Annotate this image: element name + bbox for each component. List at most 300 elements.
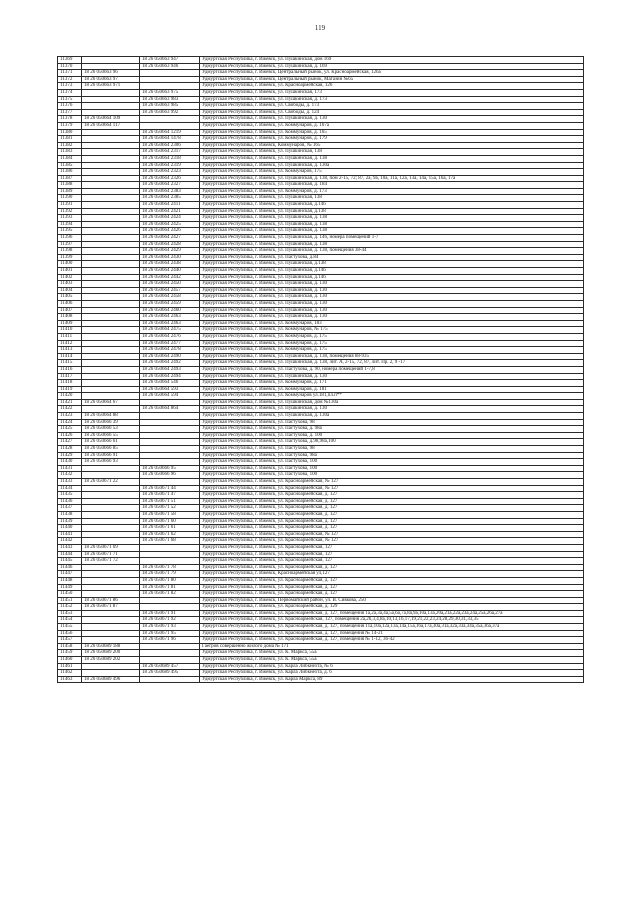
table-row (58, 551, 584, 558)
parcel-number-cell (82, 109, 140, 116)
address-cell: Удмуртская Республика, г. Ижевск, ул. Красноармейская, д. 127, помещения № 1-12, 36-42 (200, 637, 584, 644)
page-number: 119 (314, 24, 326, 32)
row-number-cell: 11442 (58, 538, 82, 545)
object-number-cell (140, 116, 200, 123)
row-number-cell: 11438 (58, 511, 82, 518)
table-row (58, 149, 584, 156)
address-cell: Удмуртская Республика, г. Ижевск, ул. Пушкинская, д. 130 (200, 314, 584, 321)
object-number-cell: 18 26 050664 2476 (140, 333, 200, 340)
table-row (58, 76, 584, 83)
row-number-cell: 11423 (58, 413, 82, 420)
object-number-cell: 18 26 050664 593 (140, 386, 200, 393)
address-cell: Удмуртская Республика, г. Ижевск, ул. Красноармейская, 127 (200, 558, 584, 565)
table-row (58, 426, 584, 433)
object-number-cell (140, 76, 200, 83)
row-number-cell: 11411 (58, 333, 82, 340)
parcel-number-cell (82, 89, 140, 96)
table-row (58, 413, 584, 420)
parcel-number-cell: 18 26 050689 200 (82, 650, 140, 657)
table-row (58, 479, 584, 486)
object-number-cell: 18 26 050663 985 (140, 103, 200, 110)
table-row (58, 333, 584, 340)
object-number-cell: 18 26 050671 92 (140, 617, 200, 624)
object-number-cell: 18 26 050664 864 (140, 406, 200, 413)
table-row (58, 459, 584, 466)
object-number-cell: 18 26 050671 82 (140, 591, 200, 598)
address-cell: Удмуртская Республика, г. Ижевск, ул. Пушкинская, д. 130а (200, 162, 584, 169)
table-row (58, 617, 584, 624)
address-cell: Удмуртская Республика, г. Ижевск, ул. Красноармейская, № 127 (200, 485, 584, 492)
table-row (58, 624, 584, 631)
row-number-cell: 11416 (58, 366, 82, 373)
object-number-cell (140, 459, 200, 466)
object-number-cell: 18 26 050664 2463 (140, 320, 200, 327)
row-number-cell: 11449 (58, 584, 82, 591)
table-row (58, 432, 584, 439)
address-cell: Удмуртская Республика, г. Ижевск, ул. Коммунаров, д. 181 (200, 386, 584, 393)
row-number-cell: 11399 (58, 254, 82, 261)
parcel-number-cell (82, 360, 140, 367)
object-number-cell: 18 26 050663 992 (140, 109, 200, 116)
table-row (58, 274, 584, 281)
table-row (58, 637, 584, 644)
parcel-number-cell (82, 149, 140, 156)
object-number-cell: 18 26 050664 2430 (140, 254, 200, 261)
address-cell: Удмуртская Республика, г. Ижевск, ул. Пушкинская, д. 138, пом 2-15, 72; 87, 2а, 9а, 10а, 11а, 12а, 13а, 14а, 15а, 16а, 17а (200, 175, 584, 182)
address-cell: Удмуртская Республика, г. Ижевск, ул. Пушкинская, д. 146, номера помещений 1-7 (200, 235, 584, 242)
parcel-number-cell: 18 26 050671 72 (82, 558, 140, 565)
row-number-cell: 11388 (58, 182, 82, 189)
address-cell: Удмуртская Республика, г. Ижевск, ул. Пушкинская, дом 169 (200, 57, 584, 64)
table-row (58, 327, 584, 334)
table-row (58, 544, 584, 551)
row-number-cell: 11378 (58, 116, 82, 123)
address-cell: Удмуртская Республика, г. Ижевск, ул. Коммунаров, № 175 (200, 327, 584, 334)
row-number-cell: 11397 (58, 241, 82, 248)
object-number-cell: 18 26 050664 2385 (140, 195, 200, 202)
address-cell: Удмуртская Республика, г. Ижевск, ул. Пушкинская, д. 130а (200, 413, 584, 420)
address-cell: Удмуртская Республика, г. Ижевск, ул. Коммунаров, 183 (200, 320, 584, 327)
row-number-cell: 11391 (58, 202, 82, 209)
parcel-number-cell: 18 26 050666 53 (82, 426, 140, 433)
address-cell: Удмуртская Республика, г. Ижевск, ул. Пастухова, 100 (200, 472, 584, 479)
table-row (58, 228, 584, 235)
parcel-number-cell (82, 182, 140, 189)
parcel-number-cell: 18 26 050689 202 (82, 657, 140, 664)
address-cell: Удмуртская Республика, г. Ижевск, ул. Красноармейская, д. 127 (200, 498, 584, 505)
table-row (58, 83, 584, 90)
address-cell: Удмуртская Республика, г. Ижевск, ул. Пушкинская, д. 138, лит. А, 2-15, 72, 87, лит. Пр. 2, 9 -17 (200, 360, 584, 367)
object-number-cell: 18 26 050664 2440 (140, 268, 200, 275)
address-cell: Удмуртская Республика, г. Ижевск, ул. Красноармейская, д. 127 (200, 584, 584, 591)
parcel-number-cell (82, 518, 140, 525)
table-row (58, 241, 584, 248)
object-number-cell: 18 26 050671 47 (140, 492, 200, 499)
table-row (58, 294, 584, 301)
object-number-cell (140, 399, 200, 406)
table-row (58, 558, 584, 565)
object-number-cell: 18 26 050671 93 (140, 624, 200, 631)
table-row (58, 96, 584, 103)
row-number-cell: 11455 (58, 624, 82, 631)
object-number-cell (140, 558, 200, 565)
table-row (58, 63, 584, 70)
table-row (58, 498, 584, 505)
table-row (58, 531, 584, 538)
object-number-cell: 18 26 050671 68 (140, 538, 200, 545)
object-number-cell (140, 657, 200, 664)
parcel-number-cell (82, 215, 140, 222)
address-cell: Удмуртская Республика, г. Ижевск, ул. Красноармейская, д. 127 (200, 492, 584, 499)
table-row (58, 287, 584, 294)
object-number-cell: 18 26 050663 946 (140, 63, 200, 70)
row-number-cell: 11382 (58, 142, 82, 149)
parcel-number-cell (82, 208, 140, 215)
row-number-cell: 11456 (58, 630, 82, 637)
address-cell: Удмуртская Республика, г. Ижевск, ул. Пушкинская, д. 130 (200, 300, 584, 307)
parcel-number-cell: 18 26 050664 88 (82, 413, 140, 420)
address-cell: Удмуртская Республика, г. Ижевск, ул. Красноармейская, д. 127 (200, 511, 584, 518)
table-row (58, 439, 584, 446)
table-row (58, 261, 584, 268)
address-cell: Удмуртская Республика, г. Ижевск, ул. Пушкинская, 138 (200, 195, 584, 202)
row-number-cell: 11420 (58, 393, 82, 400)
object-number-cell: 18 26 050664 2490 (140, 353, 200, 360)
object-number-cell: 18 26 050664 2460 (140, 307, 200, 314)
address-cell: Удмуртская Республика, г. Ижевск, ул. Красноармейская, д. 127 (200, 591, 584, 598)
address-cell: Удмуртская Республика, г. Ижевск, ул. Карла Либкнехта, № 6 (200, 663, 584, 670)
row-number-cell: 11431 (58, 465, 82, 472)
object-number-cell: 18 26 050671 51 (140, 498, 200, 505)
address-cell: Удмуртская Республика, г. Ижевск, Коммунаров, № 165 (200, 142, 584, 149)
row-number-cell: 11415 (58, 360, 82, 367)
row-number-cell: 11410 (58, 327, 82, 334)
parcel-number-cell: 18 26 050671 71 (82, 551, 140, 558)
parcel-number-cell (82, 538, 140, 545)
address-cell: Удмуртская Республика, г. Ижевск, ул. Пастухова, 100 (200, 465, 584, 472)
address-cell: Удмуртская Республика, г. Ижевск, ул. Коммунаров, д. 179 (200, 136, 584, 143)
object-number-cell: 18 26 050671 61 (140, 525, 200, 532)
table-row (58, 281, 584, 288)
row-number-cell: 11369 (58, 57, 82, 64)
table-row (58, 202, 584, 209)
row-number-cell: 11377 (58, 109, 82, 116)
table-row (58, 452, 584, 459)
object-number-cell: 18 26 050664 1478 (140, 136, 200, 143)
object-number-cell: 18 26 050671 81 (140, 584, 200, 591)
parcel-number-cell: 18 26 050666 85 (82, 446, 140, 453)
table-row (58, 175, 584, 182)
row-number-cell: 11446 (58, 564, 82, 571)
parcel-number-cell (82, 571, 140, 578)
object-number-cell: 18 26 050671 91 (140, 610, 200, 617)
address-cell: Удмуртская Республика, г. Ижевск, ул. Пастухова, д. 90, номера помещений 1-7,8 (200, 366, 584, 373)
table-row (58, 300, 584, 307)
row-number-cell: 11461 (58, 663, 82, 670)
address-cell: Удмуртская Республика, г. Ижевск, ул. К. Маркса, 55а (200, 650, 584, 657)
row-number-cell: 11424 (58, 419, 82, 426)
address-cell: Удмуртская Республика, г. Ижевск, ул. Красноармейская, д. 127, помещения 11а,10а,12а,13а,14а,15а,16а,17а,30а,31а,32а,33а,34а,35а,36а,37а (200, 624, 584, 631)
object-number-cell (140, 597, 200, 604)
parcel-number-cell (82, 96, 140, 103)
parcel-number-cell: 18 26 050664 67 (82, 399, 140, 406)
parcel-number-cell (82, 465, 140, 472)
row-number-cell: 11418 (58, 380, 82, 387)
parcel-number-cell (82, 630, 140, 637)
object-number-cell: 18 26 050663 975 (140, 89, 200, 96)
row-number-cell: 11407 (58, 307, 82, 314)
row-number-cell: 11387 (58, 175, 82, 182)
table-row (58, 57, 584, 64)
object-number-cell (140, 426, 200, 433)
parcel-number-cell (82, 340, 140, 347)
object-number-cell: 18 26 050664 2429 (140, 248, 200, 255)
object-number-cell: 18 26 050663 947 (140, 57, 200, 64)
object-number-cell (140, 604, 200, 611)
parcel-number-cell (82, 380, 140, 387)
parcel-number-cell (82, 202, 140, 209)
address-cell: Удмуртская Республика, г. Ижевск, ул. Коммунаров, д. 175 (200, 347, 584, 354)
table-row (58, 208, 584, 215)
object-number-cell: 18 26 050664 2383 (140, 188, 200, 195)
row-number-cell: 11401 (58, 268, 82, 275)
row-number-cell: 11425 (58, 426, 82, 433)
table-row (58, 235, 584, 242)
parcel-number-cell (82, 525, 140, 532)
parcel-number-cell (82, 254, 140, 261)
address-cell: Удмуртская Республика, г. Ижевск, ул. Свободы, д. 124 (200, 109, 584, 116)
address-cell: Удмуртская Республика, г. Ижевск, ул. Пушкинская, д.138 (200, 208, 584, 215)
parcel-number-cell (82, 485, 140, 492)
address-cell: Удмуртская Республика, г. Ижевск, ул. Красноармейская, д. 129 (200, 604, 584, 611)
row-number-cell: 11398 (58, 248, 82, 255)
object-number-cell (140, 650, 200, 657)
address-cell: Удмуртская Республика, г. Ижевск, ул. Красноармейская, д. 127 (200, 577, 584, 584)
object-number-cell: 18 26 050689 495 (140, 670, 200, 677)
table-row (58, 505, 584, 512)
address-cell: Удмуртская Республика, г. Ижевск, ул. Пушкинская, д.146 (200, 268, 584, 275)
parcel-number-cell (82, 307, 140, 314)
table-row (58, 169, 584, 176)
parcel-number-cell: 18 26 050671 86 (82, 597, 140, 604)
address-cell: Удмуртская Республика, г. Ижевск, Первомайский район, ул. В. Сивкова, 250 (200, 597, 584, 604)
address-cell: Удмуртская Республика, г. Ижевск, ул. Пастухова, 98 (200, 446, 584, 453)
object-number-cell: 18 26 050664 2411 (140, 202, 200, 209)
object-number-cell (140, 452, 200, 459)
address-cell: Удмуртская Республика, г. Ижевск, ул. Карла Маркса, 89 (200, 676, 584, 683)
object-number-cell: 18 26 050663 983 (140, 96, 200, 103)
address-cell: Удмуртская Республика, г. Ижевск, ул. Коммунаров ул.181,пл.п** (200, 393, 584, 400)
row-number-cell: 11427 (58, 439, 82, 446)
parcel-number-cell (82, 169, 140, 176)
address-cell: Удмуртская Республика, г. Ижевск, ул. Пушкинская, 173 (200, 89, 584, 96)
address-cell: Удмуртская Республика, г. Ижевск, ул. Карла Либкнехта, д. 6 (200, 670, 584, 677)
address-cell: Удмуртская Республика, г. Ижевск, ул. Красноармейская, № 127 (200, 531, 584, 538)
table-row (58, 366, 584, 373)
registry-table-body (58, 57, 584, 683)
address-cell: Удмуртская Республика, г. Ижевск, ул. Пушкинская, д. 184 (200, 182, 584, 189)
object-number-cell (140, 479, 200, 486)
object-number-cell: 18 26 050664 2493 (140, 366, 200, 373)
row-number-cell: 11413 (58, 347, 82, 354)
object-number-cell (140, 413, 200, 420)
table-row (58, 129, 584, 136)
address-cell: Удмуртская Республика, г. Ижевск, ул. Пушкинская, д. 138 (200, 228, 584, 235)
object-number-cell (140, 432, 200, 439)
parcel-number-cell: 18 26 050689 496 (82, 676, 140, 683)
address-cell: Удмуртская Республика, г. Ижевск, Центральный рынок, ул. Красноармейская, 126а (200, 70, 584, 77)
table-row (58, 314, 584, 321)
object-number-cell (140, 551, 200, 558)
parcel-number-cell: 18 26 050666 61 (82, 439, 140, 446)
address-cell: Удмуртская Республика, г. Ижевск, ул. Красноармейская, д. 127 (200, 564, 584, 571)
address-cell: Удмуртская Республика, г. Ижевск, ул. Пастухова, д.98,98а,100 (200, 439, 584, 446)
object-number-cell (140, 70, 200, 77)
parcel-number-cell (82, 577, 140, 584)
table-row (58, 643, 584, 650)
row-number-cell: 11426 (58, 432, 82, 439)
parcel-number-cell (82, 564, 140, 571)
row-number-cell: 11457 (58, 637, 82, 644)
parcel-number-cell: 18 26 050671 69 (82, 544, 140, 551)
parcel-number-cell (82, 373, 140, 380)
row-number-cell: 11404 (58, 287, 82, 294)
row-number-cell: 11375 (58, 96, 82, 103)
address-cell: Удмуртская Республика, г. Ижевск, ул. Красноармейская, 127 (200, 551, 584, 558)
table-row (58, 221, 584, 228)
address-cell: Гаегров совершенно жилого дома № 171 (200, 643, 584, 650)
row-number-cell: 11385 (58, 162, 82, 169)
object-number-cell (140, 643, 200, 650)
address-cell: Удмуртская Республика, г. Ижевск, ул. Пушкинская, д. 138, помещения 38-44 (200, 248, 584, 255)
object-number-cell: 18 26 050664 2425 (140, 221, 200, 228)
object-number-cell: 18 26 050664 2323 (140, 169, 200, 176)
address-cell: Удмуртская Республика, г. Ижевск, ул. Коммунаров, д. 167а (200, 122, 584, 129)
table-row (58, 676, 584, 683)
row-number-cell: 11403 (58, 281, 82, 288)
object-number-cell (140, 544, 200, 551)
table-row (58, 538, 584, 545)
parcel-number-cell (82, 300, 140, 307)
object-number-cell: 18 26 050666 95 (140, 465, 200, 472)
table-row (58, 380, 584, 387)
row-number-cell: 11381 (58, 136, 82, 143)
row-number-cell: 11412 (58, 340, 82, 347)
table-row (58, 386, 584, 393)
table-row (58, 347, 584, 354)
address-cell: Удмуртская Республика, г. Ижевск, ул. Красноармейская, д. 127 (200, 525, 584, 532)
table-row (58, 663, 584, 670)
parcel-number-cell (82, 261, 140, 268)
object-number-cell: 18 26 050664 2319 (140, 162, 200, 169)
address-cell: Удмуртская Республика, г. Ижевск, ул. Пастухова, 98а (200, 452, 584, 459)
table-row (58, 109, 584, 116)
object-number-cell: 18 26 050666 96 (140, 472, 200, 479)
object-number-cell: 18 26 050664 2494 (140, 373, 200, 380)
table-row (58, 584, 584, 591)
object-number-cell: 18 26 050671 60 (140, 518, 200, 525)
address-cell: Удмуртская Республика, г. Ижевск, ул. Пушкинская, д. 138 (200, 241, 584, 248)
parcel-number-cell: 18 26 050666 39 (82, 419, 140, 426)
table-row (58, 591, 584, 598)
address-cell: Удмуртская Республика, г. Ижевск, ул. Красноармейская, № 127 (200, 538, 584, 545)
parcel-number-cell (82, 505, 140, 512)
parcel-number-cell (82, 136, 140, 143)
table-row (58, 248, 584, 255)
object-number-cell: 18 26 050664 2428 (140, 241, 200, 248)
parcel-number-cell: 18 26 050666 91 (82, 452, 140, 459)
object-number-cell: 18 26 050664 546 (140, 380, 200, 387)
object-number-cell: 18 26 050664 2477 (140, 340, 200, 347)
object-number-cell: 18 26 050671 62 (140, 531, 200, 538)
row-number-cell: 11400 (58, 261, 82, 268)
address-cell: Удмуртская Республика, г. Ижевск, ул. Красноармейская, д. 127, помещения 1а,2а,3а,4а,5а,6а,7а,8а,9а,10а,13а,20а,21а,22а,23а,24а,25а,26а,27а (200, 610, 584, 617)
table-row (58, 525, 584, 532)
row-number-cell: 11406 (58, 300, 82, 307)
object-number-cell: 18 26 050664 2327 (140, 182, 200, 189)
address-cell: Удмуртская Республика, г. Ижевск, ул. Коммунаров, 175 (200, 169, 584, 176)
table-row (58, 630, 584, 637)
object-number-cell: 18 26 050664 2326 (140, 175, 200, 182)
table-row (58, 406, 584, 413)
parcel-number-cell: 18 26 050664 109 (82, 116, 140, 123)
row-number-cell: 11393 (58, 215, 82, 222)
parcel-number-cell (82, 591, 140, 598)
parcel-number-cell (82, 142, 140, 149)
parcel-number-cell (82, 294, 140, 301)
table-row (58, 670, 584, 677)
parcel-number-cell (82, 129, 140, 136)
table-row (58, 320, 584, 327)
row-number-cell: 11435 (58, 492, 82, 499)
row-number-cell: 11463 (58, 676, 82, 683)
address-cell: Удмуртская Республика, г. Ижевск, ул. Пушкинская, д. 130 (200, 406, 584, 413)
parcel-number-cell: 18 26 050671 22 (82, 479, 140, 486)
object-number-cell (140, 676, 200, 683)
row-number-cell: 11437 (58, 505, 82, 512)
table-row (58, 182, 584, 189)
parcel-number-cell (82, 281, 140, 288)
parcel-number-cell (82, 195, 140, 202)
row-number-cell: 11430 (58, 459, 82, 466)
table-row (58, 254, 584, 261)
object-number-cell: 18 26 050664 2457 (140, 287, 200, 294)
object-number-cell: 18 26 050671 95 (140, 630, 200, 637)
table-row (58, 70, 584, 77)
row-number-cell: 11402 (58, 274, 82, 281)
table-row (58, 89, 584, 96)
address-cell: Удмуртская Республика, г. Ижевск, ул. Красноармейская, 127 (200, 544, 584, 551)
row-number-cell: 11452 (58, 604, 82, 611)
parcel-number-cell: 18 26 050663 96 (82, 70, 140, 77)
address-cell: Удмуртская Республика, г. Ижевск, ул. Пушкинская, д. 130 (200, 373, 584, 380)
object-number-cell: 18 26 050671 79 (140, 571, 200, 578)
object-number-cell: 18 26 050671 80 (140, 577, 200, 584)
parcel-number-cell (82, 670, 140, 677)
address-cell: Удмуртская Республика, г. Ижевск, ул. Пастухова, д. 98а (200, 426, 584, 433)
row-number-cell: 11462 (58, 670, 82, 677)
parcel-number-cell (82, 327, 140, 334)
address-cell: Удмуртская Республика, г. Ижевск, ул. Пастухова, д. 100 (200, 432, 584, 439)
parcel-number-cell (82, 393, 140, 400)
row-number-cell: 11432 (58, 472, 82, 479)
object-number-cell (140, 439, 200, 446)
parcel-number-cell (82, 584, 140, 591)
object-number-cell: 18 26 050664 2426 (140, 228, 200, 235)
table-row (58, 518, 584, 525)
parcel-number-cell (82, 175, 140, 182)
table-row (58, 419, 584, 426)
